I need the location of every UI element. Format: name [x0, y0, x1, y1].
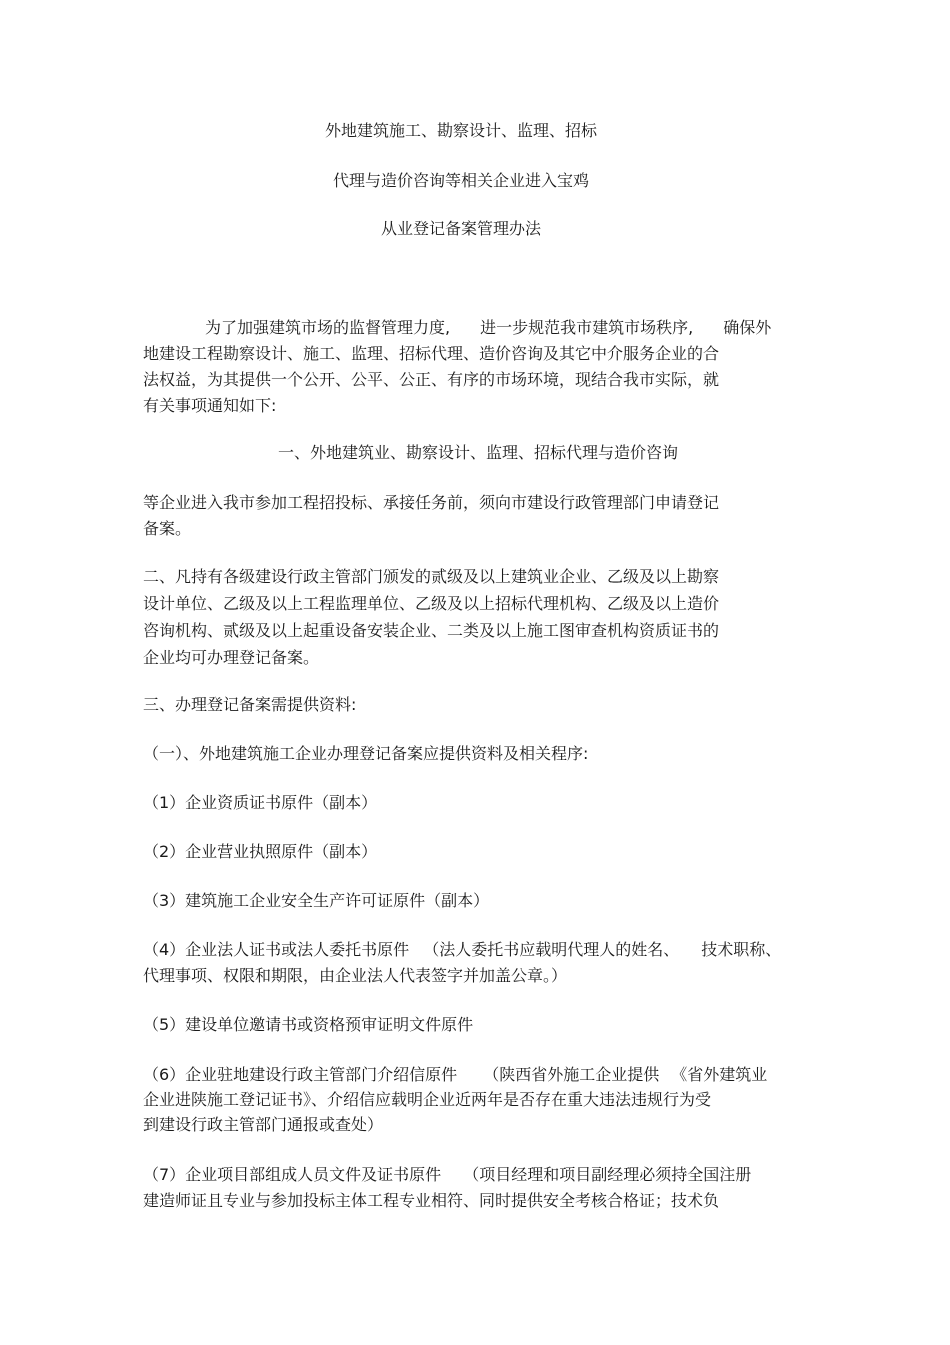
list-item-6-line-1 [143, 1065, 767, 1085]
document-title-line-2: 代理与造价咨询等相关企业进入宝鸡 [332, 171, 589, 190]
intro-line-1 [205, 318, 771, 338]
list-item-4-part-b: （法人委托书应载明代理人的姓名、 [423, 940, 680, 959]
list-item-3: （3）建筑施工企业安全生产许可证原件（副本） [143, 891, 490, 910]
section-3-heading: 三、办理登记备案需提供资料: [143, 695, 357, 714]
intro-line-2: 地建设工程勘察设计、施工、监理、招标代理、造价咨询及其它中介服务企业的合 [143, 344, 720, 363]
list-item-4-line-1 [143, 940, 781, 960]
intro-line-4: 有关事项通知如下: [143, 396, 277, 415]
list-item-6-part-a: （6）企业驻地建设行政主管部门介绍信原件 [143, 1065, 458, 1084]
intro-line-1-part-c: 确保外 [723, 318, 772, 337]
list-item-6-line-2: 企业进陕施工登记证书》、介绍信应载明企业近两年是否存在重大违法违规行为受 [143, 1090, 712, 1109]
list-item-5: （5）建设单位邀请书或资格预审证明文件原件 [143, 1015, 474, 1034]
intro-line-3: 法权益，为其提供一个公开、公平、公正、有序的市场环境，现结合我市实际，就 [143, 370, 720, 389]
intro-line-1-part-a: 为了加强建筑市场的监督管理力度, [205, 318, 451, 337]
section-2-line-3: 咨询机构、贰级及以上起重设备安装企业、二类及以上施工图审查机构资质证书的 [143, 621, 720, 640]
document-title-line-1: 外地建筑施工、勘察设计、监理、招标 [324, 121, 597, 140]
list-item-7-part-a: （7）企业项目部组成人员文件及证书原件 [143, 1165, 442, 1184]
intro-line-1-part-b: 进一步规范我市建筑市场秩序, [480, 318, 694, 337]
section-3-subheading-1: （一）、外地建筑施工企业办理登记备案应提供资料及相关程序: [143, 744, 589, 763]
list-item-6-part-c: 《省外建筑业 [671, 1065, 768, 1084]
section-1-line-3: 备案。 [143, 519, 192, 538]
list-item-1: （1）企业资质证书原件（副本） [143, 793, 378, 812]
list-item-2: （2）企业营业执照原件（副本） [143, 842, 378, 861]
list-item-7-line-2: 建造师证且专业与参加投标主体工程专业相符、同时提供安全考核合格证；技术负 [143, 1191, 720, 1210]
section-1-line-2: 等企业进入我市参加工程招投标、承接任务前，须向市建设行政管理部门申请登记 [143, 493, 720, 512]
list-item-6-part-b: （陕西省外施工企业提供 [483, 1065, 660, 1084]
list-item-4-part-a: （4）企业法人证书或法人委托书原件 [143, 940, 410, 959]
section-2-line-2: 设计单位、乙级及以上工程监理单位、乙级及以上招标代理机构、乙级及以上造价 [143, 594, 720, 613]
section-1-line-1: 一、外地建筑业、勘察设计、监理、招标代理与造价咨询 [278, 443, 679, 462]
list-item-7-line-1 [143, 1165, 751, 1185]
document-title-line-3: 从业登记备案管理办法 [380, 219, 541, 238]
section-2-line-4: 企业均可办理登记备案。 [143, 648, 320, 667]
list-item-4-part-c: 技术职称、 [701, 940, 782, 959]
list-item-6-line-3: 到建设行政主管部门通报或查处） [143, 1115, 384, 1134]
list-item-7-part-b: （项目经理和项目副经理必须持全国注册 [463, 1165, 752, 1184]
section-2-line-1: 二、凡持有各级建设行政主管部门颁发的贰级及以上建筑业企业、乙级及以上勘察 [143, 567, 720, 586]
list-item-4-line-2: 代理事项、权限和期限，由企业法人代表签字并加盖公章。） [143, 966, 568, 985]
